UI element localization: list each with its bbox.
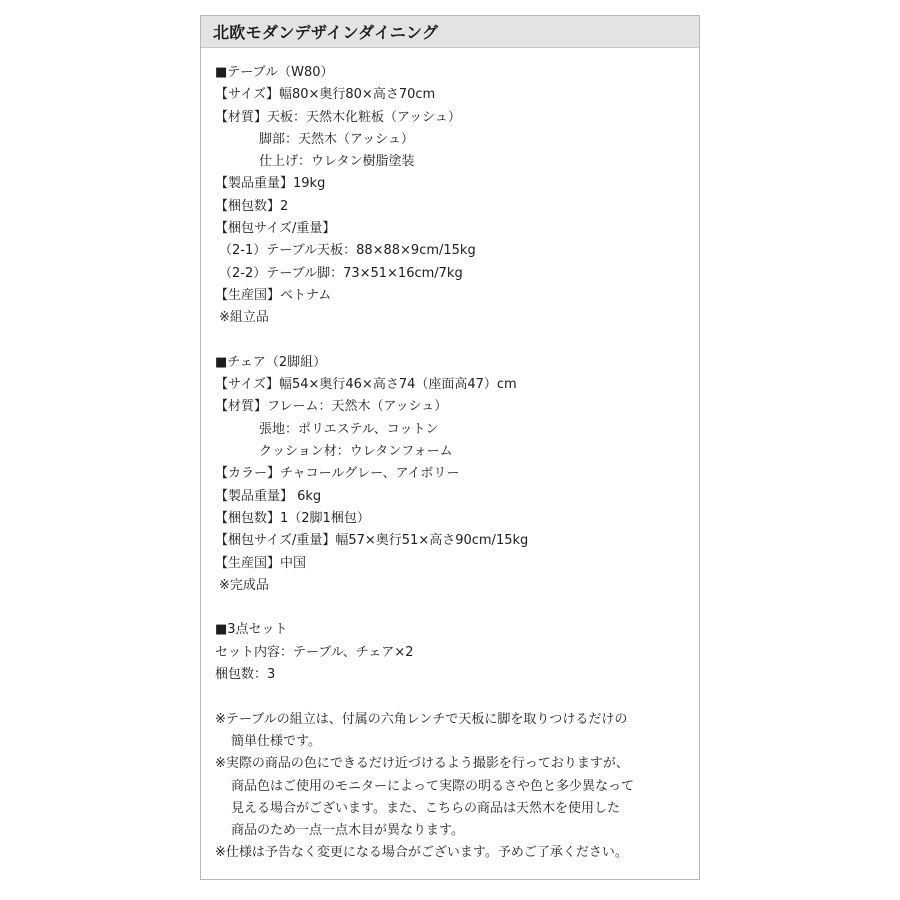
table-material-leg: 脚部：天然木（アッシュ） — [259, 131, 414, 147]
table-pack-size-label: 【梱包サイズ/重量】 — [215, 221, 336, 237]
table-pack-1: （2-1）テーブル天板：88×88×9cm/15kg — [219, 243, 476, 259]
note-color-cont-2: 見える場合がございます。また、こちらの商品は天然木を使用した — [231, 800, 620, 816]
table-pack-2: （2-2）テーブル脚：73×51×16cm/7kg — [219, 265, 463, 281]
table-size: 【サイズ】幅80×奥行80×高さ70cm — [215, 87, 436, 103]
table-weight: 【製品重量】19kg — [215, 176, 326, 192]
chair-weight: 【製品重量】 6kg — [215, 488, 322, 504]
table-origin: 【生産国】ベトナム — [215, 287, 332, 303]
chair-material: 【材質】フレーム：天然木（アッシュ） — [215, 399, 448, 415]
note-assembly-cont: 簡単仕様です。 — [231, 733, 321, 749]
spacer — [215, 686, 699, 708]
spacer — [215, 597, 699, 619]
table-material: 【材質】天板：天然木化粧板（アッシュ） — [215, 109, 461, 125]
note-spec-change: ※仕様は予告なく変更になる場合がございます。予めご了承ください。 — [215, 845, 628, 861]
chair-note: ※完成品 — [219, 577, 269, 593]
chair-material-fabric: 張地：ポリエステル、コットン — [259, 421, 439, 437]
set-packages: 梱包数：3 — [215, 667, 276, 683]
chair-color: 【カラー】チャコールグレー、アイボリー — [215, 466, 460, 482]
spec-header — [201, 16, 699, 48]
chair-pack-size: 【梱包サイズ/重量】幅57×奥行51×高さ90cm/15kg — [215, 533, 529, 549]
spec-panel — [200, 15, 700, 880]
table-note: ※組立品 — [219, 310, 269, 326]
page-title: 北欧モダンデザインダイニング — [213, 23, 439, 42]
set-contents: セット内容：テーブル、チェア×2 — [215, 644, 414, 660]
chair-material-cushion: クッション材：ウレタンフォーム — [259, 444, 453, 460]
note-color-cont-1: 商品色はご使用のモニターによって実際の明るさや色と多少異なって — [231, 778, 635, 794]
chair-origin: 【生産国】中国 — [215, 555, 307, 571]
spacer — [215, 330, 699, 352]
table-packages: 【梱包数】2 — [215, 198, 289, 214]
chair-size: 【サイズ】幅54×奥行46×高さ74（座面高47）cm — [215, 377, 517, 393]
chair-heading: ■チェア（2脚組） — [215, 354, 327, 370]
note-color: ※実際の商品の色にできるだけ近づけるよう撮影を行っておりますが、 — [215, 756, 629, 772]
table-material-finish: 仕上げ：ウレタン樹脂塗装 — [259, 154, 415, 170]
spec-content — [201, 48, 699, 865]
chair-packages: 【梱包数】1（2脚1梱包） — [215, 510, 370, 526]
note-assembly: ※テーブルの組立は、付属の六角レンチで天板に脚を取りつけるだけの — [215, 711, 628, 727]
note-color-cont-3: 商品のため一点一点木目が異なります。 — [231, 823, 464, 839]
table-heading: ■テーブル（W80） — [215, 65, 334, 80]
set-heading: ■3点セット — [215, 622, 288, 638]
